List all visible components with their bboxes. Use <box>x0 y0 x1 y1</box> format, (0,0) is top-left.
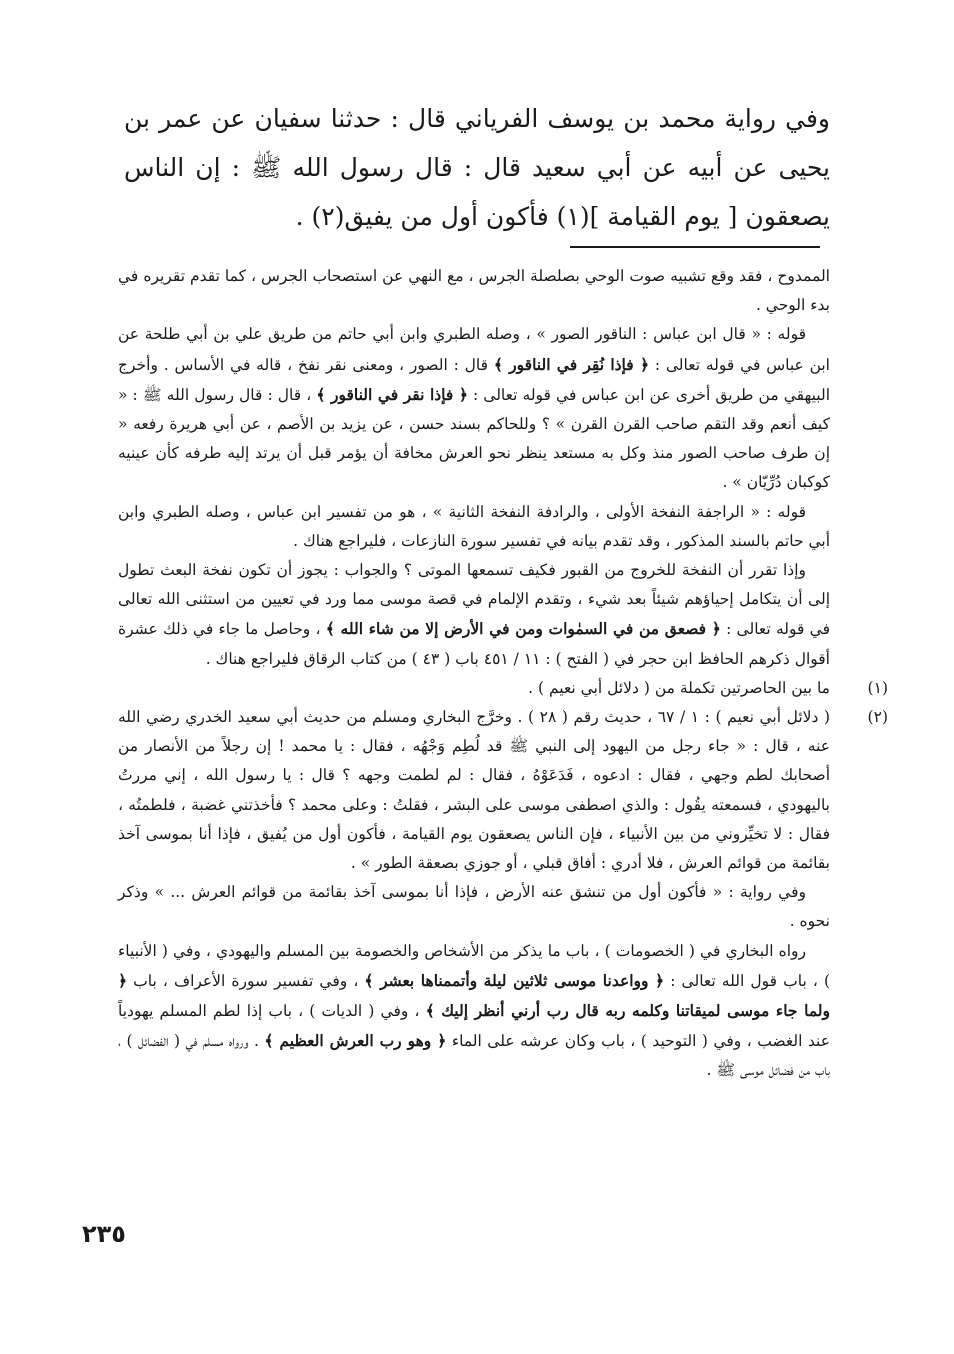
quran-quote: ﴿ فإذا نقر في الناقور ﴾ <box>316 384 468 404</box>
footnote-2-text: ( دلائل أبي نعيم ) : ١ / ٦٧ ، حديث رقم ( ٢٨ ) . وخرَّج البخاري ومسلم من حديث أبي سعيد الخدري رضي الله عنه ، قال : « جاء رجل من اليهود إلى النبي ﷺ قد لُطِم وَجْهُه ، فقال : يا محمد ! إن رجلاً من الأنصار من أصحابك لطم وجهي ، فقال : ادعوه ، فَدَعَوْهُ ، فقال : لم لطمت وجهه ؟ قال : يا رسول الله ، إني مررتُ باليهودي ، فسمعته يقُول : والذي اصطفى موسى على البشر ، فقلتُ : وعلى محمد ؟ فأخذتني غضبة ، فلطمتُه ، فقال : لا تخيِّروني من بين الأنبياء ، فإن الناس يصعقون يوم القيامة ، فأكون أول من يُفيق ، فإذا أنا بموسى آخذ بقائمة من قوائم العرش ، فلا أدري : أفاق قبلي ، أو جوزي بصعقة الطور » . <box>118 708 830 873</box>
footnote-2 <box>118 703 888 878</box>
note-text: قال : الصور ، ومعنى نقر نفخ ، قاله في الأساس . وأخرج البيهقي من طريق أخرى عن ابن عباس في قوله تعالى : <box>118 355 831 404</box>
note-paragraph-3: قوله : « الراجفة النفخة الأولى ، والرادفة النفخة الثانية » ، هو من تفسير ابن عباس ، وصله الطبري وابن أبي حاتم بالسند المذكور ، وقد تقدم بيانه في تفسير سورة النازعات ، فليراجع هناك . <box>118 502 830 550</box>
note-text: ، وحاصل ما جاء في ذلك عشرة أقوال ذكرهم الحافظ ابن حجر في ( الفتح ) : ١١ / ٤٥١ باب ( ٤٣ ) من كتاب الرقاق فليراجع هناك . <box>118 620 830 668</box>
note-paragraph-2 <box>118 320 830 497</box>
note-text: قوله : « قال ابن عباس : الناقور الصور » ، وصله الطبري وابن أبي حاتم من طريق علي بن أبي طلحة عن ابن عباس في قوله تعالى : <box>118 325 830 374</box>
note-text: رواه البخاري في ( الخصومات ) ، باب ما يذكر من الأشخاص والخصومة بين المسلم واليهودي ، وفي ( الأنبياء ) ، باب قول الله تعالى : <box>118 941 830 990</box>
footnotes-section <box>118 262 888 1086</box>
note-text: ، وفي تفسير سورة الأعراف ، باب <box>127 971 365 990</box>
quran-quote: ﴿ ولما جاء موسى لميقاتنا وكلمه ربه قال رب أرني أنظر إليك ﴾ <box>118 970 830 1021</box>
footnote-separator <box>570 246 820 248</box>
page-number: ٢٣٥ <box>82 1220 126 1248</box>
note-text: وإذا تقرر أن النفخة للخروج من القبور فكيف تسمعها الموتى ؟ والجواب : يجوز أن تكون نفخة البعث تطول إلى أن يتكامل إحياؤهم شيئاً بعد شيء ، وتقدم الإلمام في قصة موسى مما ورد في تعيين من استثنى الله تعالى في قوله تعالى : <box>118 561 830 639</box>
quran-quote: ﴿ فصعق من في السمٰوات ومن في الأرض إلا من شاء الله ﴾ <box>325 619 721 639</box>
footnote-2-number: (٢) <box>867 708 888 727</box>
note-text: ، قال : قال رسول الله ﷺ : « كيف أنعم وقد التقم صاحب القرن القرن » ؟ وللحاكم بسند حسن ، عن يزيد بن الأصم ، عن أبي هريرة رفعه « إن طرف صاحب الصور منذ وكل به مستعد ينظر نحو العرش مخافة أن يؤمر قبل أن يرتد إليه طرفه كأن عينيه كوكبان دُرِّيّان » . <box>118 385 830 492</box>
note-paragraph-5: وفي رواية : « فأكون أول من تنشق عنه الأرض ، فإذا أنا بموسى آخذ بقائمة من قوائم العرش ... » وذكر نحوه . <box>118 883 830 931</box>
note-paragraph-4 <box>118 556 830 674</box>
note-text: ، وفي ( الديات ) ، باب إذا لطم المسلم يهودياً عند الغضب ، وفي ( التوحيد ) ، باب وكان عرشه على الماء <box>118 1002 830 1051</box>
note-text: . ورواه مسلم في ( الفضائل ) ، باب من فضائل موسى ﷺ . <box>118 1032 830 1080</box>
footnote-1 <box>118 674 888 703</box>
note-paragraph-6 <box>118 937 830 1086</box>
note-paragraph-1: الممدوح ، فقد وقع تشبيه صوت الوحي بصلصلة الجرس ، مع النهي عن استصحاب الجرس ، كما تقدم تقريره في بدء الوحي . <box>118 267 830 315</box>
quran-quote: ﴿ فإذا نُقِر في الناقور ﴾ <box>493 354 650 374</box>
footnote-1-text: ما بين الحاصرتين تكملة من ( دلائل أبي نعيم ) . <box>528 678 830 697</box>
main-text <box>124 94 830 241</box>
quran-quote: ﴿ وواعدنا موسى ثلاثين ليلة وأتممناها بعشر ﴾ <box>364 970 665 990</box>
quran-quote: ﴿ وهو رب العرش العظيم ﴾ <box>264 1031 447 1051</box>
main-paragraph: وفي رواية محمد بن يوسف الفرياني قال : حدثنا سفيان عن عمر بن يحيى عن أبيه عن أبي سعيد قال : قال رسول الله ﷺ : إن الناس يصعقون [ يوم القيامة ](١) فأكون أول من يفيق(٢) . <box>124 104 830 231</box>
footnote-1-number: (١) <box>867 678 888 697</box>
